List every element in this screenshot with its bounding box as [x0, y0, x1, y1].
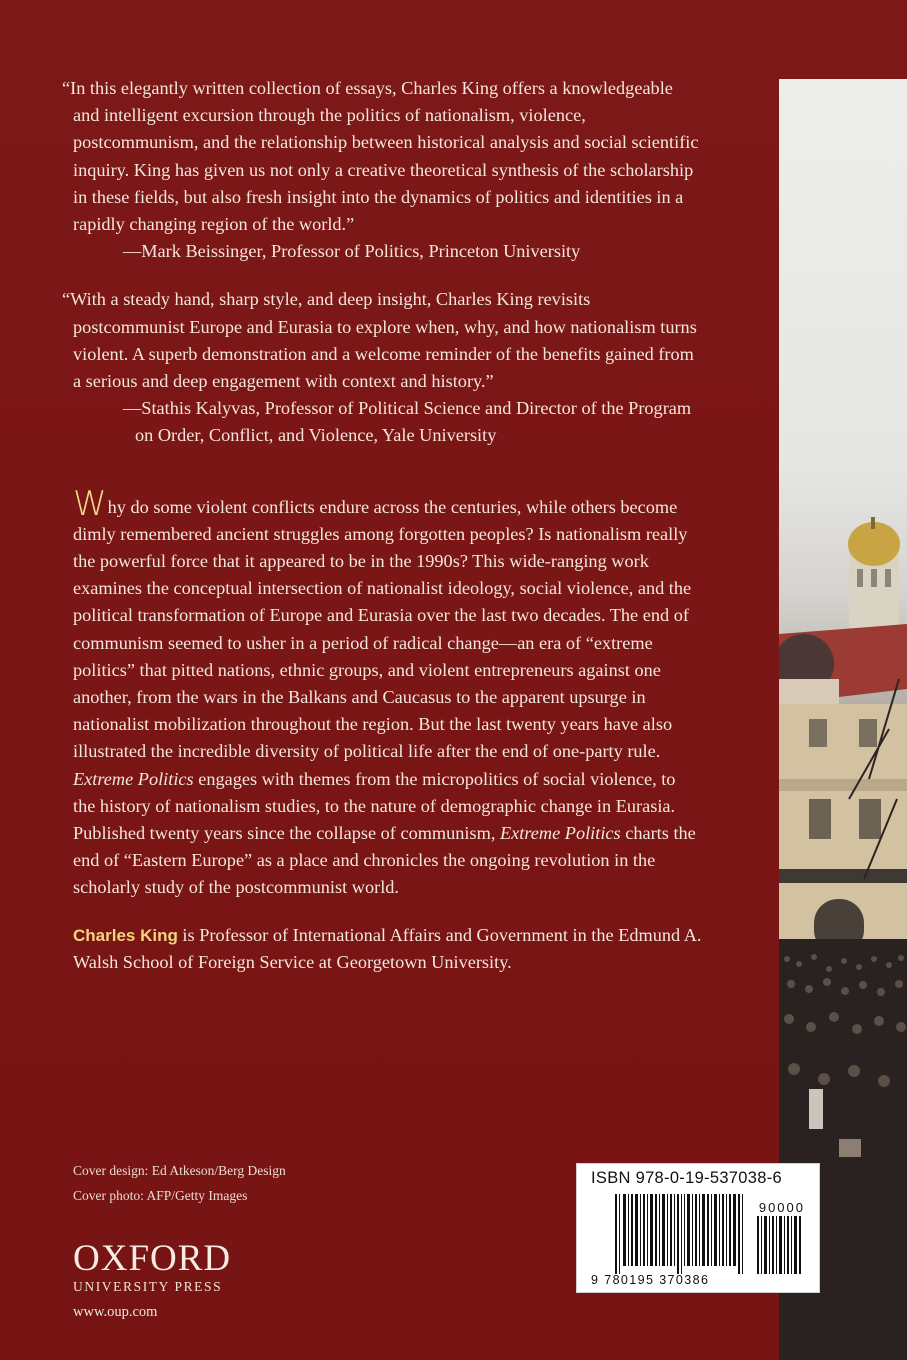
cover-design-credit: Cover design: Ed Atkeson/Berg Design	[73, 1163, 286, 1178]
author-bio	[62, 922, 702, 976]
text-column	[62, 75, 702, 976]
quote-attribution: —Mark Beissinger, Professor of Politics, Princeton University	[123, 241, 581, 262]
price-addon-digits: 90000	[758, 1200, 805, 1215]
description-text: charts the end of “Eastern Europe” as a place and chronicles the ongoing revolution in the scholarly study of the postcommunist world.	[73, 823, 696, 898]
book-title-reference: Extreme Politics	[500, 823, 621, 844]
author-bio-text: is Professor of International Affairs and Government in the Edmund A. Walsh School of Foreign Service at Georgetown University.	[73, 924, 702, 972]
publisher-url: www.oup.com	[73, 1304, 158, 1320]
quote-text: “With a steady hand, sharp style, and deep insight, Charles King revisits postcommunist Europe and Eurasia to explore when, why, and how nationalism turns violent. A superb demonstration and a welcome reminder of the benefits gained from a serious and deep engagement with context and history.”	[62, 289, 697, 392]
book-description	[62, 483, 702, 902]
description-text: engages with themes from the micropolitics of social violence, to the history of nationalism studies, to the nature of demographic change in Eurasia. Published twenty years since the collapse of communism,	[73, 768, 676, 844]
endorsement-quote-2	[62, 286, 702, 449]
cover-credits	[73, 1158, 286, 1208]
publisher-press: UNIVERSITY PRESS	[73, 1279, 223, 1294]
description-text: hy do some violent conflicts endure across the centuries, while others become dimly remembered ancient struggles among forgotten peoples? Is nationalism really the powerful force that it appeared to be in the 1990s? This wide-ranging work examines the conceptual intersection of nationalist ideology, social violence, and the political transformation of Europe and Eurasia over the last two decades. The end of communism seemed to usher in a period of radical change—an era of “extreme politics” that pitted nations, ethnic groups, and violent entrepreneurs against one another, from the wars in the Balkans and Caucasus to the apparent upsurge in nationalist mobilization throughout the region. But the last twenty years have also illustrated the incredible diversity of political life after the end of one-party rule.	[73, 496, 692, 762]
cover-photo-credit: Cover photo: AFP/Getty Images	[73, 1188, 248, 1203]
isbn-barcode	[576, 1163, 820, 1293]
book-title-reference: Extreme Politics	[73, 768, 194, 789]
publisher-name: OXFORD	[73, 1238, 232, 1279]
isbn-label: ISBN 978-0-19-537038-6	[591, 1169, 782, 1187]
author-name: Charles King	[73, 925, 178, 945]
ean-digits: 9 780195 370386	[591, 1273, 710, 1287]
publisher-logo	[73, 1240, 231, 1321]
drop-cap: W	[73, 483, 107, 524]
quote-attribution: —Stathis Kalyvas, Professor of Political Science and Director of the Program on Order, Conflict, and Violence, Yale University	[123, 398, 692, 446]
quote-text: “In this elegantly written collection of essays, Charles King offers a knowledgeable and intelligent excursion through the politics of nationalism, violence, postcommunism, and the relationship between historical analysis and social scientific inquiry. King has given us not only a creative theoretical synthesis of the scholarship in these fields, but also fresh insight into the dynamics of politics and identities in a rapidly changing region of the world.”	[62, 78, 699, 235]
endorsement-quote-1	[62, 75, 702, 265]
